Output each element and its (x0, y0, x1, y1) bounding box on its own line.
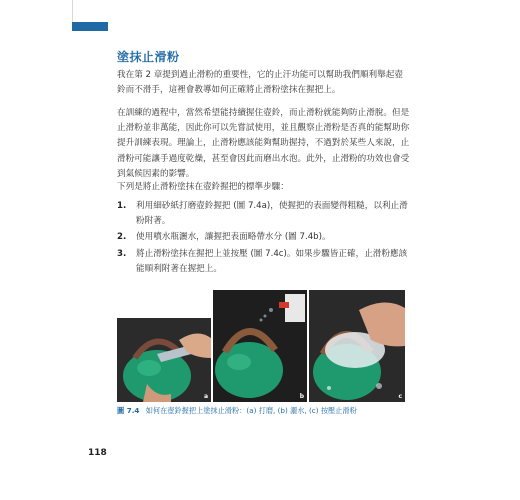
photo-letter-c: c (398, 393, 402, 400)
top-rule (72, 0, 73, 22)
figure-photos (117, 290, 405, 402)
photo-chalking (309, 290, 405, 402)
chalking-illustration (309, 290, 405, 402)
figure-label: 圖 7.4 (117, 406, 140, 415)
spraying-illustration (213, 290, 307, 402)
page-number: 118 (88, 448, 107, 458)
step-text: 利用細砂紙打磨壺鈴握把 (圖 7.4a)，使握把的表面變得粗糙，以利止滑粉附著。 (136, 201, 408, 227)
step-number: 1. (117, 201, 127, 211)
photo-letter-a: a (203, 393, 208, 400)
step-text: 將止滑粉塗抹在握把上並按壓 (圖 7.4c)。如果步驟皆正確，止滑粉應該能順利附著在握把上。 (136, 248, 408, 274)
paragraph-3: 下列是將止滑粉塗抹在壺鈴握把的標準步驟： (117, 182, 289, 192)
paragraph-1: 我在第 2 章提到過止滑粉的重要性，它的止汗功能可以幫助我們順利舉起壺鈴而不滑手，這裡會教導如何正確將止滑粉塗抹在握把上。 (117, 70, 403, 96)
step-number: 2. (117, 232, 127, 243)
figure-caption-text: 如何在壺鈴握把上塗抹止滑粉：(a) 打磨, (b) 灑水, (c) 按壓止滑粉 (145, 406, 357, 415)
step-number: 3. (117, 248, 127, 259)
photo-letter-b: b (299, 393, 304, 400)
photo-spraying (213, 290, 307, 402)
step-text: 使用噴水瓶灑水，讓握把表面略帶水分 (圖 7.4b)。 (136, 232, 331, 243)
paragraph-2: 在訓練的過程中，當然希望能持續握住壺鈴，而止滑粉就能夠防止滑脫。但是止滑粉並非萬能，因此你可以先嘗試使用，並且觀察止滑粉是否真的能幫助你提升訓練表現。理論上，止滑粉應該能夠幫助握持，不過對於某些人來說，止滑粉可能讓手過度乾燥，甚至會因此而磨出水泡。此外，止滑粉的功效也會受到氣候因素的影響。 (117, 108, 410, 179)
chapter-tab-bar (72, 22, 108, 31)
photo-sanding (117, 318, 211, 402)
step-item (117, 199, 412, 229)
section-heading: 塗抹止滑粉 (117, 50, 180, 64)
step-item (117, 230, 412, 245)
figure-caption (117, 406, 357, 416)
steps-list (117, 199, 412, 278)
sanding-illustration (117, 318, 211, 402)
step-item (117, 247, 412, 277)
